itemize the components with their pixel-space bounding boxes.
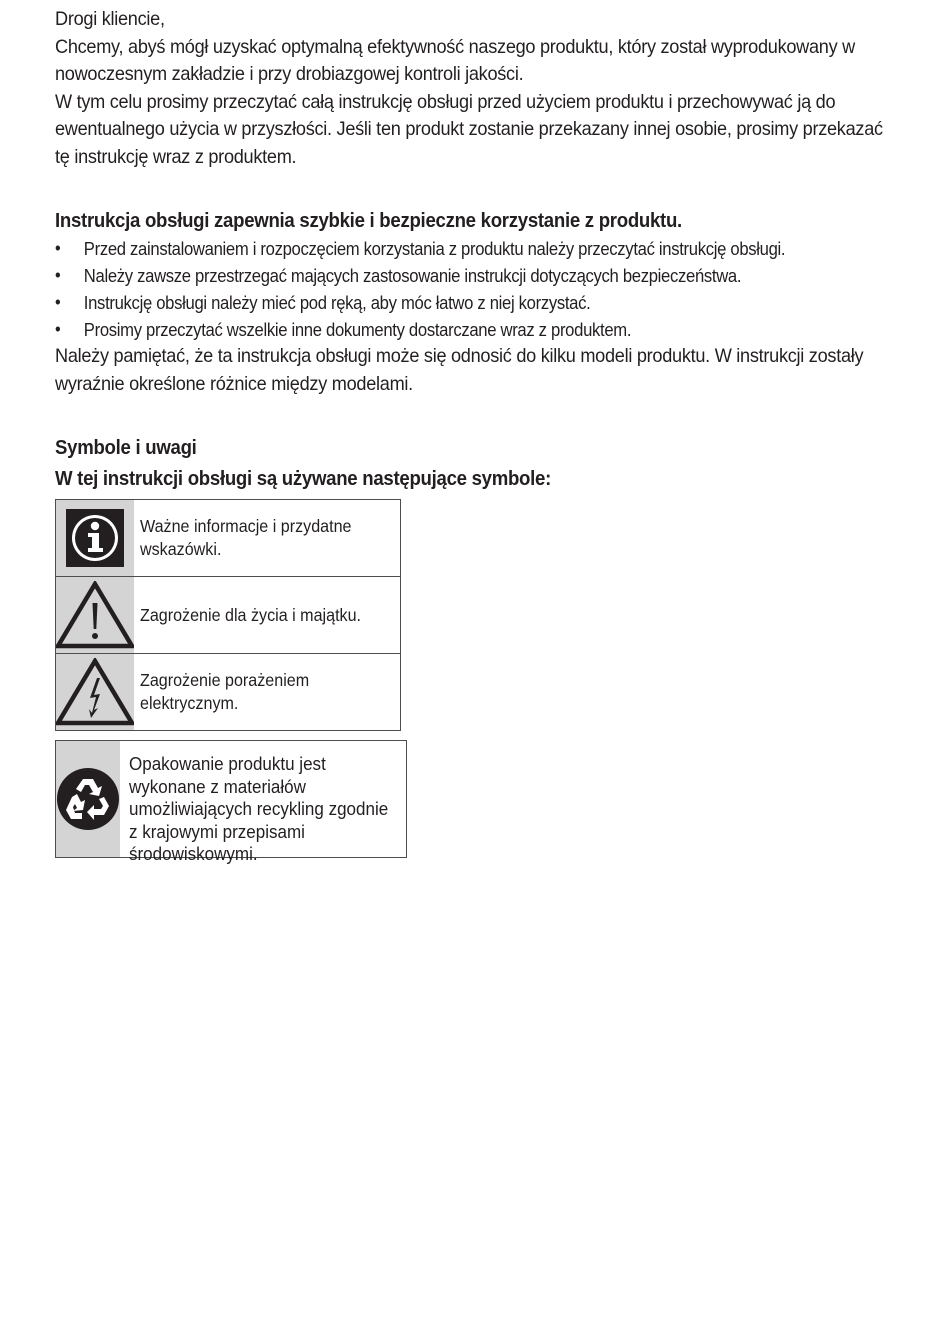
symbol-icon-cell bbox=[56, 741, 120, 857]
intro-paragraph-quality: Chcemy, abyś mógł uzyskać optymalną efektywność naszego produktu, który został wyprodukowany w nowoczesnym zakładzie i przy drobiazgowej kontroli jakości. bbox=[55, 35, 855, 85]
recycle-icon bbox=[56, 767, 120, 831]
bullet-text: Prosimy przeczytać wszelkie inne dokumenty dostarczane wraz z produktem. bbox=[83, 319, 632, 340]
table-row bbox=[56, 500, 401, 577]
symbol-description: Zagrożenie porażeniem elektrycznym. bbox=[140, 670, 310, 713]
warning-icon bbox=[56, 581, 134, 649]
bullet-text: Przed zainstalowaniem i rozpoczęciem korzystania z produktu należy przeczytać instrukcję obsługi. bbox=[83, 238, 786, 259]
manual-page bbox=[55, 6, 895, 864]
symbol-description: Ważne informacje i przydatne wskazówki. bbox=[140, 516, 352, 559]
manual-bullet-list bbox=[55, 235, 895, 343]
bullet-icon: • bbox=[55, 292, 61, 312]
electric-shock-icon bbox=[56, 658, 134, 726]
symbol-icon-cell bbox=[56, 500, 135, 577]
symbol-icon-cell bbox=[56, 654, 135, 731]
list-item bbox=[55, 289, 921, 316]
list-item bbox=[55, 262, 921, 289]
symbol-text-cell bbox=[134, 654, 401, 731]
table-row bbox=[56, 577, 401, 654]
symbols-subheading: W tej instrukcji obsługi są używane następujące symbole: bbox=[55, 468, 552, 490]
greeting: Drogi kliencie, bbox=[55, 8, 165, 30]
recycle-text-cell bbox=[120, 741, 414, 864]
bullet-icon: • bbox=[55, 238, 61, 258]
recycle-notice bbox=[55, 740, 407, 864]
intro-paragraph-read-manual: W tym celu prosimy przeczytać całą instrukcję obsługi przed użyciem produktu i przechowywać ją do ewentualnego użycia w przyszłości. Jeśli ten produkt zostanie przekazany innej osobie, prosimy przekazać tę instrukcję wraz z produktem. bbox=[55, 90, 883, 168]
symbol-text-cell bbox=[134, 500, 401, 577]
symbols-table bbox=[55, 499, 401, 731]
symbol-icon-cell bbox=[56, 577, 135, 654]
bullet-text: Należy zawsze przestrzegać mających zastosowanie instrukcji dotyczących bezpieczeństwa. bbox=[83, 265, 742, 286]
bullet-text: Instrukcję obsługi należy mieć pod ręką, aby móc łatwo z niej korzystać. bbox=[83, 292, 591, 313]
list-item bbox=[55, 316, 921, 343]
symbols-heading: Symbole i uwagi bbox=[55, 437, 197, 459]
list-item bbox=[55, 235, 921, 262]
symbol-text-cell bbox=[134, 577, 401, 654]
recycle-description: Opakowanie produktu jest wykonane z materiałów umożliwiających recykling zgodnie z krajowymi przepisami środowiskowymi. bbox=[129, 753, 389, 864]
manual-heading: Instrukcja obsługi zapewnia szybkie i bezpieczne korzystanie z produktu. bbox=[55, 210, 682, 232]
bullet-icon: • bbox=[55, 265, 61, 285]
bullet-icon: • bbox=[55, 319, 61, 339]
models-note: Należy pamiętać, że ta instrukcja obsługi może się odnosić do kilku modeli produktu. W instrukcji zostały wyraźnie określone różnice między modelami. bbox=[55, 345, 864, 395]
info-icon bbox=[66, 509, 124, 567]
table-row bbox=[56, 654, 401, 731]
symbol-description: Zagrożenie dla życia i majątku. bbox=[140, 604, 362, 625]
